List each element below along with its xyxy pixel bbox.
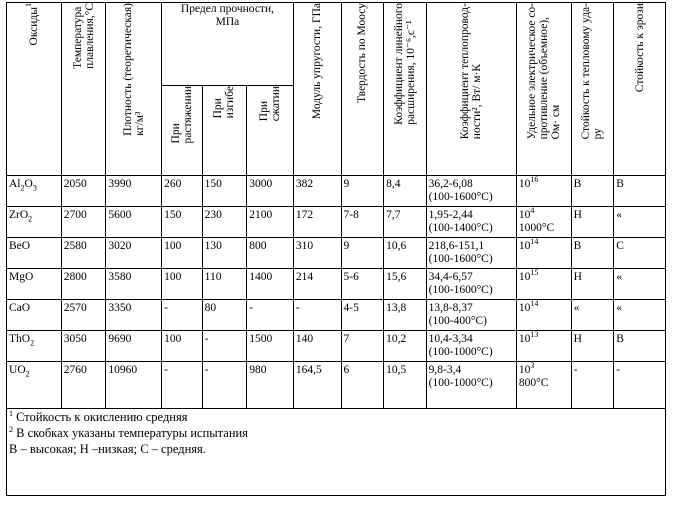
cell-tension: 100 — [162, 238, 203, 269]
cell-tension: 260 — [162, 176, 203, 207]
cell-conductivity: 10,4-3,34 (100-1000°С) — [426, 331, 516, 362]
cell-compression: - — [247, 300, 294, 331]
cell-modulus: 382 — [293, 176, 341, 207]
cell-hardness: 6 — [341, 362, 384, 409]
cell-modulus: 214 — [293, 269, 341, 300]
cell-bending: 150 — [202, 176, 247, 207]
cell-conductivity: 13,8-8,37 (100-400°С) — [426, 300, 516, 331]
cell-erosion: В — [614, 331, 666, 362]
table-row — [7, 300, 666, 331]
header-density: Плотность (теоретическая) кг/м³ — [106, 3, 162, 176]
cell-modulus: - — [293, 300, 341, 331]
cell-resistivity: $10^3$ 800°С — [516, 362, 571, 409]
header-resistivity: Удельное электрическое со- противление (объемное), Ом· см — [516, 3, 571, 176]
cell-expansion: 8,4 — [384, 176, 427, 207]
cell-thermal-shock: - — [571, 362, 614, 409]
table-row — [7, 331, 666, 362]
footnote-2: $^2$ В скобках указаны температуры испытания — [9, 424, 248, 440]
header-mohs-hardness: Твердость по Моосу — [341, 3, 384, 176]
cell-conductivity: 1,95-2,44 (100-1400°С) — [426, 207, 516, 238]
footnote-1: $^1$ Стойкость к окислению средняя — [9, 408, 188, 424]
header-elastic-modulus: Модуль упругости, ГПа — [293, 3, 341, 176]
cell-erosion: « — [614, 207, 666, 238]
cell-resistivity: $10^{14}$ — [516, 300, 571, 331]
cell-resistivity: $10^{16}$ — [516, 176, 571, 207]
cell-thermal-shock: Н — [571, 207, 614, 238]
cell-melting: 2050 — [61, 176, 106, 207]
cell-melting: 2580 — [61, 238, 106, 269]
header-erosion: Стойкость к эрози — [614, 3, 666, 176]
cell-thermal-shock: Н — [571, 269, 614, 300]
cell-expansion: 10,5 — [384, 362, 427, 409]
cell-melting: 2570 — [61, 300, 106, 331]
cell-density: 10960 — [106, 362, 162, 409]
cell-bending: 110 — [202, 269, 247, 300]
cell-thermal-shock: В — [571, 176, 614, 207]
cell-bending: - — [202, 331, 247, 362]
cell-bending: - — [202, 362, 247, 409]
cell-melting: 2700 — [61, 207, 106, 238]
header-thermal-expansion: Коэффициент линейного расширения, 10⁻⁶,с⁻¹ — [384, 3, 427, 176]
cell-erosion: С — [614, 238, 666, 269]
cell-density: 3580 — [106, 269, 162, 300]
cell-hardness: 7 — [341, 331, 384, 362]
notes-row — [7, 409, 666, 496]
header-oxides: Оксиды$^1$ — [7, 3, 62, 176]
header-bending: При изгибе — [202, 86, 247, 176]
table-footnotes — [7, 409, 666, 496]
cell-bending: 130 — [202, 238, 247, 269]
cell-resistivity: $10^{14}$ — [516, 238, 571, 269]
table-row — [7, 238, 666, 269]
cell-compression: 1500 — [247, 331, 294, 362]
cell-density: 9690 — [106, 331, 162, 362]
cell-resistivity: $10^{15}$ — [516, 269, 571, 300]
cell-compression: 800 — [247, 238, 294, 269]
cell-density: 5600 — [106, 207, 162, 238]
cell-modulus: 172 — [293, 207, 341, 238]
cell-compression: 980 — [247, 362, 294, 409]
cell-compression: 2100 — [247, 207, 294, 238]
cell-tension: 150 — [162, 207, 203, 238]
cell-expansion: 13,8 — [384, 300, 427, 331]
header-melting-temp: Температура плавления,°С — [61, 3, 106, 176]
cell-erosion: - — [614, 362, 666, 409]
cell-density: 3020 — [106, 238, 162, 269]
cell-hardness: 9 — [341, 176, 384, 207]
header-compression: При сжатии — [247, 86, 294, 176]
cell-melting: 3050 — [61, 331, 106, 362]
cell-expansion: 7,7 — [384, 207, 427, 238]
header-row — [7, 3, 666, 86]
cell-conductivity: 9,8-3,4 (100-1000°С) — [426, 362, 516, 409]
cell-conductivity: 34,4-6,57 (100-1600°С) — [426, 269, 516, 300]
cell-hardness: 9 — [341, 238, 384, 269]
header-tension: При растяжении — [162, 86, 203, 176]
cell-melting: 2800 — [61, 269, 106, 300]
cell-oxide: BeO — [7, 238, 62, 269]
oxides-properties-table — [6, 2, 666, 496]
cell-oxide: ThO$_2$ — [7, 331, 62, 362]
cell-modulus: 310 — [293, 238, 341, 269]
table-row — [7, 269, 666, 300]
cell-hardness: 4-5 — [341, 300, 384, 331]
table-row — [7, 362, 666, 409]
cell-oxide: MgO — [7, 269, 62, 300]
cell-tension: - — [162, 362, 203, 409]
cell-compression: 1400 — [247, 269, 294, 300]
cell-thermal-shock: « — [571, 300, 614, 331]
cell-modulus: 164,5 — [293, 362, 341, 409]
cell-conductivity: 218,6-151,1 (100-1600°С) — [426, 238, 516, 269]
cell-thermal-shock: В — [571, 238, 614, 269]
table-row — [7, 207, 666, 238]
cell-conductivity: 36,2-6,08 (100-1600°С) — [426, 176, 516, 207]
cell-oxide: $Al_2O_3$ — [7, 176, 62, 207]
cell-thermal-shock: Н — [571, 331, 614, 362]
cell-tension: 100 — [162, 269, 203, 300]
cell-resistivity: $10^{13}$ — [516, 331, 571, 362]
cell-hardness: 5-6 — [341, 269, 384, 300]
cell-bending: 230 — [202, 207, 247, 238]
header-thermal-conductivity: Коэффициент теплопровод- ности², Вт/ м·К — [426, 3, 516, 176]
cell-oxide: CaO — [7, 300, 62, 331]
cell-compression: 3000 — [247, 176, 294, 207]
cell-density: 3350 — [106, 300, 162, 331]
cell-expansion: 15,6 — [384, 269, 427, 300]
legend-line: В – высокая; Н –низкая; С – средняя. — [9, 442, 206, 456]
cell-tension: - — [162, 300, 203, 331]
header-thermal-shock: Стойкость к тепловому уда- ру — [571, 3, 614, 176]
cell-expansion: 10,2 — [384, 331, 427, 362]
cell-erosion: « — [614, 269, 666, 300]
cell-tension: 100 — [162, 331, 203, 362]
cell-bending: 80 — [202, 300, 247, 331]
cell-erosion: В — [614, 176, 666, 207]
table-row — [7, 176, 666, 207]
cell-modulus: 140 — [293, 331, 341, 362]
cell-hardness: 7-8 — [341, 207, 384, 238]
cell-density: 3990 — [106, 176, 162, 207]
cell-resistivity: $10^4$ 1000°С — [516, 207, 571, 238]
cell-erosion: « — [614, 300, 666, 331]
cell-oxide: $UO_2$ — [7, 362, 62, 409]
header-strength-limit: Предел прочности, МПа — [162, 3, 294, 86]
cell-melting: 2760 — [61, 362, 106, 409]
cell-expansion: 10,6 — [384, 238, 427, 269]
cell-oxide: ZrO$_2$ — [7, 207, 62, 238]
